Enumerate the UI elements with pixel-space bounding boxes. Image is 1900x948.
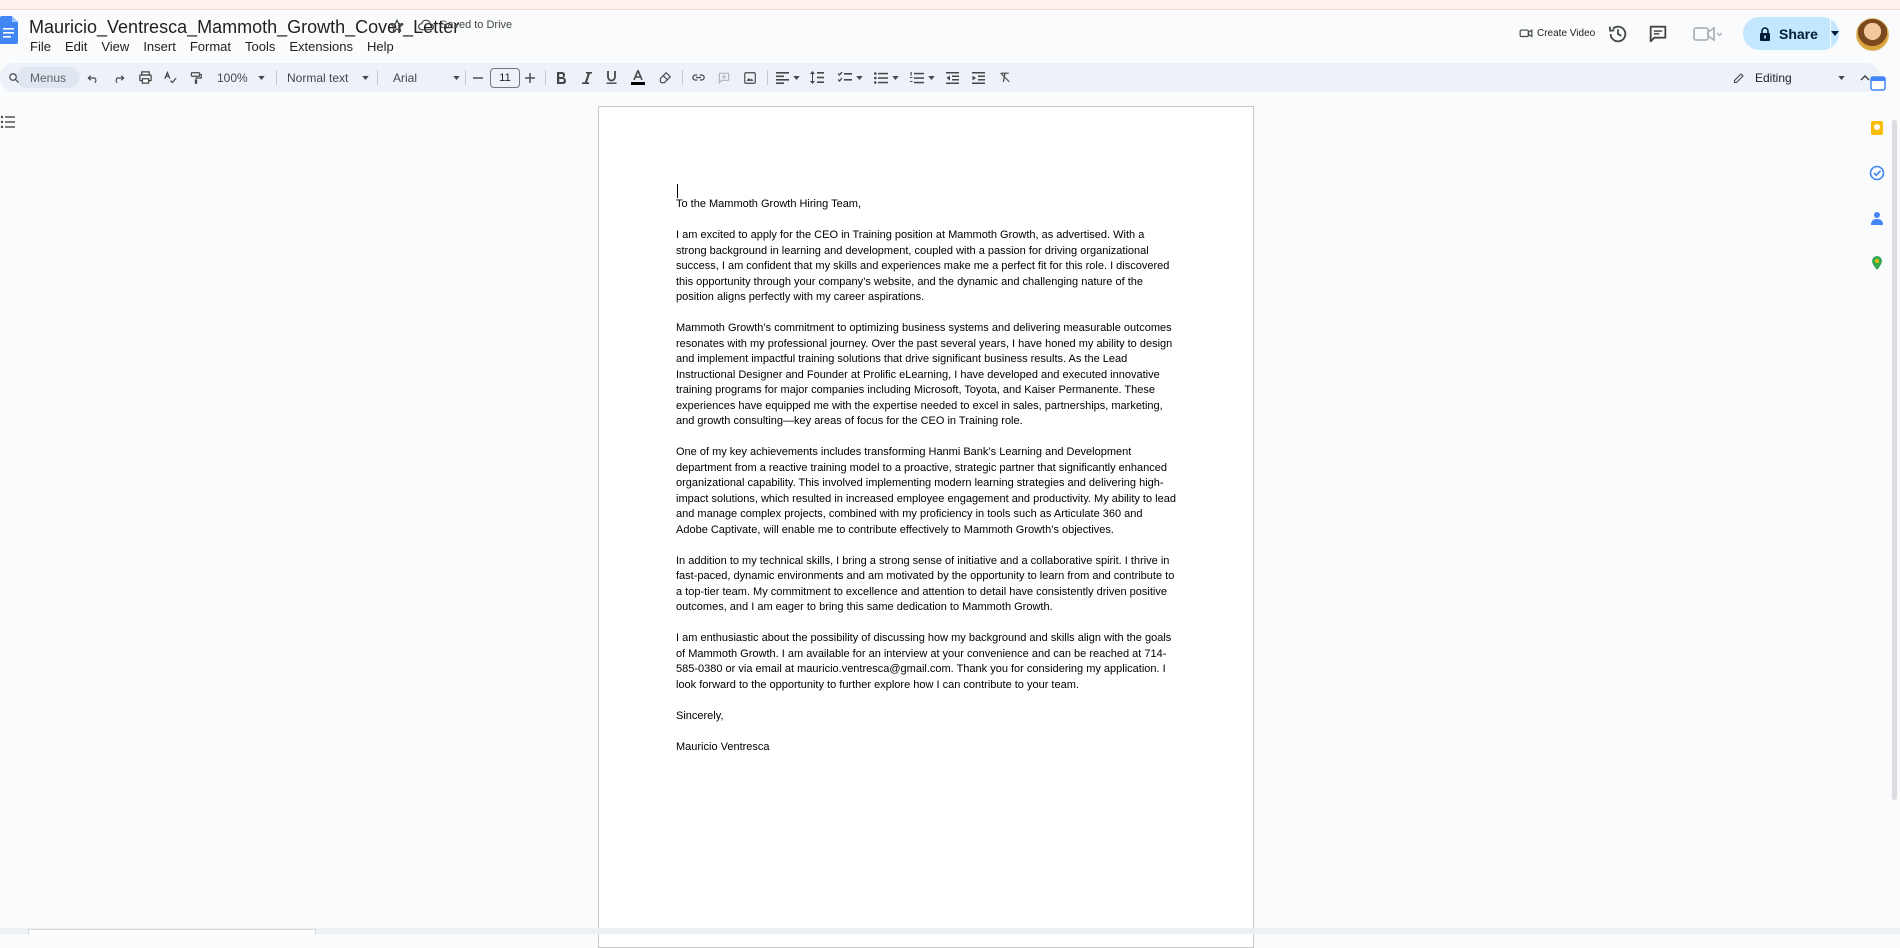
bulleted-list-icon [874,72,888,84]
toolbar-divider [276,70,277,85]
toolbar-divider [377,70,378,85]
menu-help[interactable]: Help [366,39,394,54]
decrease-indent-button[interactable] [946,63,959,92]
bulleted-list-select[interactable] [874,63,899,92]
document-body[interactable] [676,197,1176,771]
clear-formatting-icon [998,71,1012,84]
underline-icon [606,71,617,84]
caret-down-icon [856,76,863,80]
add-comment-icon [717,71,731,85]
zoom-value: 100% [217,70,248,85]
decrease-font-size-button[interactable] [473,63,483,92]
save-status[interactable] [418,19,512,31]
share-button[interactable] [1743,17,1839,50]
letter-closing: Sincerely, [676,709,724,722]
chevron-up-icon [1860,75,1870,81]
cloud-saved-icon [418,19,434,31]
keep-icon[interactable] [1869,120,1885,136]
meet-icon[interactable] [1692,24,1722,44]
paint-format-icon [189,71,203,85]
toolbar-divider [767,70,768,85]
increase-font-size-button[interactable] [525,63,535,92]
italic-button[interactable] [582,63,592,92]
decrease-indent-icon [946,72,959,84]
align-select[interactable] [776,63,800,92]
align-left-icon [776,72,789,84]
insert-image-button[interactable] [743,63,757,92]
text-color-button[interactable] [631,63,645,92]
calendar-icon[interactable] [1870,75,1886,91]
clear-formatting-button[interactable] [998,63,1012,92]
caret-down-icon [928,76,935,80]
undo-button[interactable] [86,63,100,92]
avatar[interactable] [1856,18,1889,51]
create-video-label: Create Video [1537,27,1596,39]
search-icon [8,72,20,84]
share-dropdown[interactable] [1831,31,1839,36]
numbered-list-select[interactable] [910,63,935,92]
minus-icon [473,73,483,83]
document-outline-icon[interactable] [0,114,18,130]
share-main[interactable] [1743,17,1830,50]
menu-edit[interactable]: Edit [64,39,88,54]
spellcheck-icon [163,70,178,85]
zoom-select[interactable] [217,63,265,92]
menu-tools[interactable]: Tools [245,39,276,54]
letter-signature: Mauricio Ventresca [676,740,770,753]
vertical-scrollbar[interactable] [1892,120,1897,800]
font-value: Arial [393,70,418,85]
bold-icon [556,72,566,84]
font-size-input[interactable]: 11 [490,68,520,88]
editing-mode-label: Editing [1755,70,1792,85]
line-spacing-icon [810,71,824,84]
lock-icon [1759,27,1771,41]
maps-icon[interactable] [1869,255,1885,271]
toolbar-divider [545,70,546,85]
toolbar [0,63,1880,92]
increase-indent-button[interactable] [972,63,985,92]
italic-icon [582,72,592,84]
menu-file[interactable]: File [30,39,51,54]
letter-paragraph: One of my key achievements includes transforming Hanmi Bank’s Learning and Development department from a reactive training model to a proactive, strategic partner that significantly enhanced organizational capability. This involved implementing modern learning strategies and delivering high-impact solutions, which resulted in increased employee engagement and productivity. My ability to lead and manage complex projects, combined with my proficiency in tools such as Articulate 360 and Adobe Captivate, will enable me to contribute effectively to Mammoth Growth’s objectives. [676,446,1176,536]
search-input-label: Menus [30,70,67,85]
document-title[interactable]: Mauricio_Ventresca_Mammoth_Growth_Cover_Letter [29,17,460,37]
contacts-icon[interactable] [1869,210,1885,226]
version-history-icon[interactable] [1607,23,1629,45]
menu-extensions[interactable]: Extensions [289,39,353,54]
caret-down-icon [892,76,899,80]
image-icon [743,71,757,85]
numbered-list-icon [910,72,924,84]
checklist-icon [838,72,852,84]
underline-button[interactable] [606,63,617,92]
style-select[interactable] [287,63,369,92]
bold-button[interactable] [556,63,566,92]
caret-down-icon [1831,31,1839,36]
plus-icon [525,73,535,83]
browser-top-strip [0,0,1900,10]
undo-icon [86,71,100,85]
caret-down-icon [453,76,460,80]
spellcheck-button[interactable] [163,63,178,92]
style-value: Normal text [287,70,349,85]
menu-insert[interactable]: Insert [143,39,176,54]
letter-greeting: To the Mammoth Growth Hiring Team, [676,198,862,210]
menu-bar [30,39,408,54]
video-camera-icon [1519,27,1533,39]
star-icon[interactable] [389,18,405,34]
tasks-icon[interactable] [1869,165,1885,181]
bottom-tab[interactable] [28,929,316,935]
caret-down-icon [1838,76,1845,80]
toolbar-divider [465,70,466,85]
font-select[interactable] [393,63,460,92]
letter-paragraph: In addition to my technical skills, I bring a strong sense of initiative and a collaborative spirit. I thrive in fast-paced, dynamic environments and am motivated by the opportunity to learn from and contribute to a top-tier team. My commitment to excellence and attention to detail have consistently driven positive outcomes, and I am eager to bring this same dedication to Mammoth Growth. [676,554,1175,613]
menu-format[interactable]: Format [189,39,231,54]
letter-paragraph: Mammoth Growth’s commitment to optimizing business systems and delivering measurable outcomes resonates with my professional journey. Over the past several years, I have honed my ability to design and implement impactful training solutions that drive significant business results. As the Lead Instructional Designer and Founder at Prolific eLearning, I have developed and executed innovative training programs for major companies including Microsoft, Toyota, and Kaiser Permanente. These experiences have equipped me with the expertise needed to excel in sales, partnerships, marketing, and growth consulting—key areas of focus for the CEO in Training role. [676,322,1173,427]
text-cursor [677,184,678,198]
comments-icon[interactable] [1647,23,1669,45]
highlighter-icon [658,71,672,85]
create-video-button[interactable] [1519,27,1595,39]
increase-indent-icon [972,72,985,84]
letter-paragraph: I am enthusiastic about the possibility of discussing how my background and skills align with the goals of Mammoth Growth. I am available for an interview at your convenience and can be reached at 714-585-0380 or via email at mauricio.ventresca@gmail.com. Thank you for considering my application. I look forward to the opportunity to further explore how I can contribute to your team. [676,632,1172,691]
print-button[interactable] [138,63,153,92]
caret-down-icon [362,76,369,80]
letter-paragraph: I am excited to apply for the CEO in Training position at Mammoth Growth, as advertised. With a strong background in learning and development, coupled with a passion for driving organizational success, I am confident that my skills and experiences make me a perfect fit for this role. I discovered this opportunity through your company’s website, and the dynamic and challenging nature of the position aligns perfectly with my career aspirations. [676,229,1170,303]
share-label: Share [1779,25,1818,42]
insert-link-button[interactable] [691,63,706,92]
print-icon [138,70,153,85]
save-status-label: Saved to Drive [440,19,513,31]
paint-format-button[interactable] [189,63,203,92]
redo-button[interactable] [112,63,126,92]
line-spacing-button[interactable] [810,63,824,92]
hide-menus-button[interactable] [1860,63,1870,92]
add-comment-button[interactable] [717,63,731,92]
link-icon [691,70,706,85]
toolbar-divider [682,70,683,85]
caret-down-icon [258,76,265,80]
caret-down-icon [793,76,800,80]
search-menus-overlay[interactable] [8,63,66,92]
menu-view[interactable]: View [101,39,130,54]
checklist-select[interactable] [838,63,863,92]
text-color-icon [631,70,645,85]
redo-icon [112,71,126,85]
docs-logo-icon[interactable] [0,16,18,44]
editing-mode-select[interactable] [1733,63,1845,92]
pencil-icon [1733,72,1745,84]
highlight-button[interactable] [658,63,672,92]
